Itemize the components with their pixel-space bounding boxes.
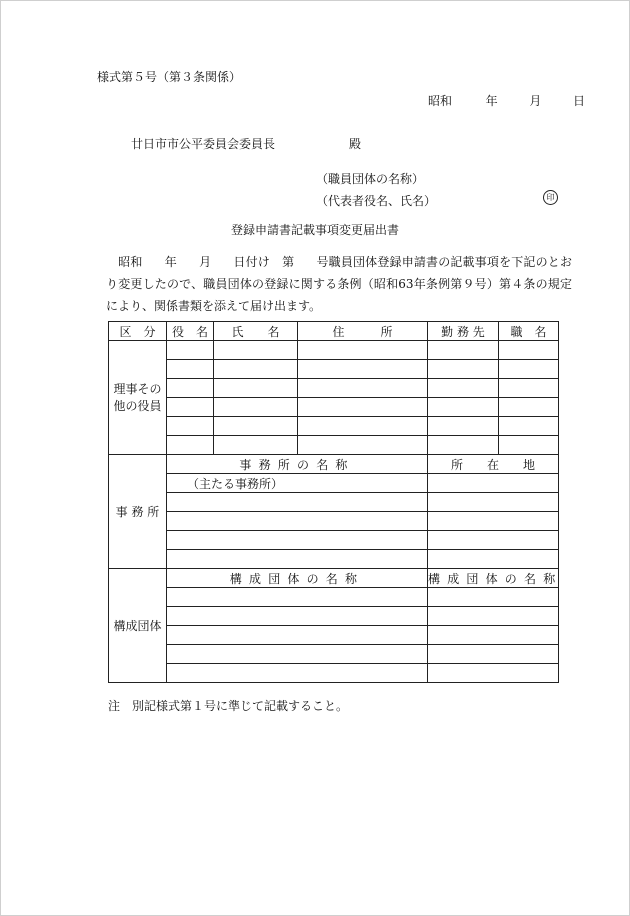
- officer-cell: [167, 436, 214, 455]
- member-header-row: [109, 569, 559, 588]
- officer-cell: [499, 341, 559, 360]
- member-name-header-right: 構成団体の名称: [428, 569, 559, 588]
- officer-cell: [428, 417, 499, 436]
- officer-cell: [499, 436, 559, 455]
- office-row: [109, 550, 559, 569]
- header-category: 区 分: [109, 322, 167, 341]
- office-row: [109, 493, 559, 512]
- member-row: [109, 626, 559, 645]
- office-location-cell: [428, 550, 559, 569]
- member-cell: [428, 645, 559, 664]
- header-address: 住 所: [298, 322, 428, 341]
- member-section-label: 構成団体: [109, 569, 167, 683]
- office-name-header: 事務所の名称: [167, 455, 428, 474]
- officer-cell: [214, 417, 298, 436]
- member-row: [109, 664, 559, 683]
- date-era: 昭和: [428, 94, 453, 108]
- header-position: 役 名: [167, 322, 214, 341]
- addressee: [131, 135, 361, 152]
- office-location-cell: [428, 474, 559, 493]
- footnote: 注 別記様式第１号に準じて記載すること。: [108, 699, 349, 713]
- officer-cell: [214, 360, 298, 379]
- office-name-cell: [167, 512, 428, 531]
- officer-cell: [428, 360, 499, 379]
- office-location-cell: [428, 531, 559, 550]
- document-title: 登録申請書記載事項変更届出書: [230, 223, 399, 237]
- officer-cell: [214, 341, 298, 360]
- officer-cell: [298, 398, 428, 417]
- office-location-cell: [428, 512, 559, 531]
- officer-cell: [428, 398, 499, 417]
- office-row: [109, 512, 559, 531]
- body-main-text: 号職員団体登録申請書の記載事項を下記のとおり変更したので、職員団体の登録に関する条例（昭和63年条例第９号）第４条の規定により、関係書類を添えて届け出ます。: [106, 255, 572, 313]
- officer-cell: [428, 436, 499, 455]
- member-cell: [167, 664, 428, 683]
- officers-label-line1: 理事その: [113, 381, 162, 396]
- member-row: [109, 607, 559, 626]
- officer-cell: [167, 398, 214, 417]
- header-job-title: 職 名: [499, 322, 559, 341]
- officer-row: [109, 417, 559, 436]
- officer-row: [109, 341, 559, 360]
- header-workplace: 勤 務 先: [428, 322, 499, 341]
- main-office-label: （主たる事務所）: [167, 474, 428, 493]
- addressee-honorific: 殿: [349, 137, 362, 151]
- officer-cell: [499, 417, 559, 436]
- office-name-cell: [167, 493, 428, 512]
- office-row: [109, 474, 559, 493]
- office-location-cell: [428, 493, 559, 512]
- member-cell: [428, 664, 559, 683]
- member-name-header-left: 構成団体の名称: [167, 569, 428, 588]
- office-name-cell: [167, 550, 428, 569]
- body-era: 昭和: [118, 255, 143, 269]
- officer-cell: [428, 341, 499, 360]
- member-cell: [428, 626, 559, 645]
- member-cell: [167, 645, 428, 664]
- member-cell: [167, 607, 428, 626]
- officer-row: [109, 360, 559, 379]
- addressee-title: 廿日市市公平委員会委員長: [131, 137, 276, 151]
- officer-cell: [167, 341, 214, 360]
- officer-cell: [499, 360, 559, 379]
- date-day: 日: [573, 94, 586, 108]
- header-name: 氏 名: [214, 322, 298, 341]
- change-table: [108, 321, 563, 683]
- officer-cell: [499, 379, 559, 398]
- officer-cell: [298, 417, 428, 436]
- office-name-cell: [167, 531, 428, 550]
- officer-cell: [298, 436, 428, 455]
- body-month: 月: [198, 255, 212, 269]
- body-text: [106, 251, 572, 317]
- date-month: 月: [529, 94, 542, 108]
- officer-cell: [428, 379, 499, 398]
- officer-cell: [298, 379, 428, 398]
- member-cell: [167, 626, 428, 645]
- officer-cell: [214, 379, 298, 398]
- table-header-row: [109, 322, 559, 341]
- officer-cell: [298, 341, 428, 360]
- office-row: [109, 531, 559, 550]
- officer-cell: [167, 379, 214, 398]
- officer-row: [109, 398, 559, 417]
- seal-mark: 印: [543, 190, 558, 205]
- form-number: 様式第５号（第３条関係）: [97, 70, 242, 84]
- officer-cell: [499, 398, 559, 417]
- member-row: [109, 645, 559, 664]
- organization-name-label: （職員団体の名称）: [316, 172, 425, 186]
- office-section-label: 事 務 所: [109, 455, 167, 569]
- member-row: [109, 588, 559, 607]
- submission-date: [428, 92, 585, 109]
- officer-cell: [167, 360, 214, 379]
- officer-cell: [167, 417, 214, 436]
- date-year: 年: [485, 94, 498, 108]
- officers-section-label: [109, 341, 167, 455]
- officer-cell: [214, 436, 298, 455]
- member-cell: [167, 588, 428, 607]
- officer-row: [109, 379, 559, 398]
- officer-row: [109, 436, 559, 455]
- body-year: 年: [164, 255, 177, 269]
- officers-label-line2: 他の役員: [113, 398, 162, 413]
- officer-cell: [298, 360, 428, 379]
- member-cell: [428, 607, 559, 626]
- office-header-row: [109, 455, 559, 474]
- office-location-header: 所 在 地: [428, 455, 559, 474]
- officer-cell: [214, 398, 298, 417]
- representative-label: （代表者役名、氏名）: [316, 194, 437, 208]
- body-day: 日付け 第: [233, 255, 295, 269]
- member-cell: [428, 588, 559, 607]
